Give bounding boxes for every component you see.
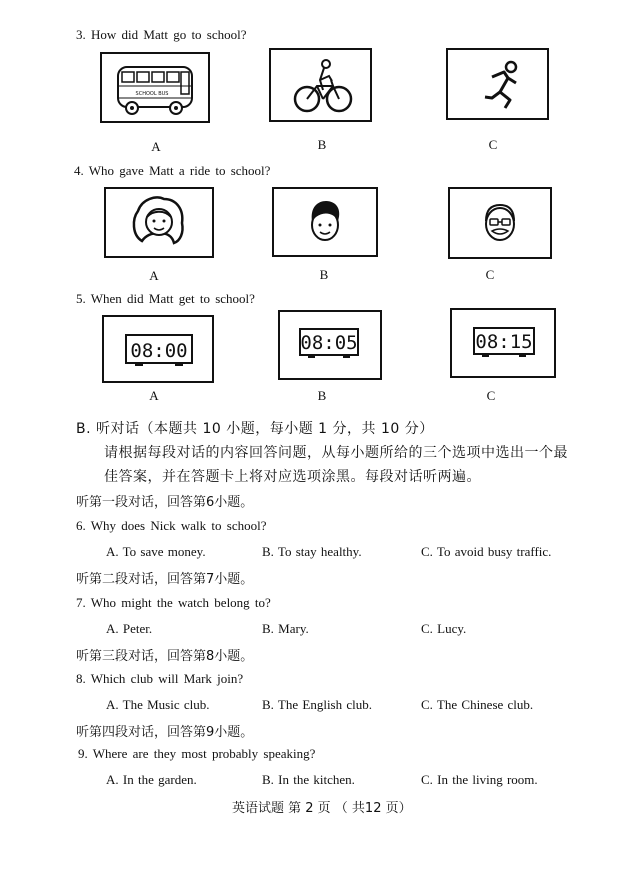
question-6-text: 6. Why does Nick walk to school?: [76, 518, 267, 533]
option-a[interactable]: A. To save money.: [106, 544, 206, 559]
question-9-text: 9. Where are they most probably speaking?: [78, 746, 316, 761]
question-7-text: 7. Who might the watch belong to?: [76, 595, 271, 610]
option-b[interactable]: B. Mary.: [262, 621, 309, 636]
option-label: B: [317, 137, 327, 152]
section-b-instruction: 佳答案，并在答题卡上将对应选项涂黑。每段对话听两遍。: [104, 469, 481, 485]
option-label: B: [319, 267, 329, 282]
option-label: C: [486, 388, 496, 403]
option-label: C: [485, 267, 495, 282]
option-c[interactable]: C. To avoid busy traffic.: [421, 544, 552, 559]
school-bus-icon: [102, 54, 208, 121]
option-c[interactable]: C. In the living room.: [421, 772, 538, 787]
option-c[interactable]: C. The Chinese club.: [421, 697, 534, 712]
svg-text:08:05: 08:05: [300, 332, 358, 354]
picture-option-a: [100, 52, 210, 123]
bicycle-rider-icon: [271, 50, 370, 120]
question-8-text: 8. Which club will Mark join?: [76, 671, 244, 686]
dialog-intro: 听第四段对话，回答第9小题。: [76, 725, 254, 740]
option-a[interactable]: A. Peter.: [106, 621, 153, 636]
bus-text: SCHOOL BUS: [135, 91, 169, 97]
svg-text:08:15: 08:15: [475, 331, 533, 353]
picture-option-b: [269, 48, 372, 122]
option-a[interactable]: A. In the garden.: [106, 772, 197, 787]
option-a[interactable]: A. The Music club.: [106, 697, 210, 712]
digital-clock-icon: [104, 317, 212, 381]
running-person-icon: [448, 50, 547, 118]
man-face-icon: [274, 189, 376, 255]
picture-option-b: [272, 187, 378, 257]
page-footer: 英语试题 第 2 页 （ 共12 页）: [232, 801, 412, 816]
option-label: C: [488, 137, 498, 152]
option-b[interactable]: B. In the kitchen.: [262, 772, 355, 787]
option-label: A: [151, 139, 161, 154]
option-label: A: [149, 268, 159, 283]
picture-option-b: [278, 310, 382, 380]
option-c[interactable]: C. Lucy.: [421, 621, 467, 636]
question-4-text: 4. Who gave Matt a ride to school?: [74, 163, 271, 178]
picture-option-a: [102, 315, 214, 383]
option-label: B: [317, 388, 327, 403]
dialog-intro: 听第二段对话，回答第7小题。: [76, 572, 254, 587]
woman-face-icon: [106, 189, 212, 256]
picture-option-c: [448, 187, 552, 259]
dialog-intro: 听第一段对话，回答第6小题。: [76, 495, 254, 510]
option-b[interactable]: B. The English club.: [262, 697, 373, 712]
question-3-text: 3. How did Matt go to school?: [76, 27, 247, 42]
dialog-intro: 听第三段对话，回答第8小题。: [76, 649, 254, 664]
svg-text:08:00: 08:00: [130, 340, 188, 362]
grandpa-face-icon: [450, 189, 550, 257]
picture-option-a: [104, 187, 214, 258]
picture-option-c: [450, 308, 556, 378]
digital-clock-icon: [280, 312, 380, 378]
section-b-instruction: 请根据每段对话的内容回答问题，从每小题所给的三个选项中选出一个最: [104, 445, 568, 461]
digital-clock-icon: [452, 310, 554, 376]
option-b[interactable]: B. To stay healthy.: [262, 544, 362, 559]
option-label: A: [149, 388, 159, 403]
picture-option-c: [446, 48, 549, 120]
section-b-heading: B. 听对话（本题共 10 小题，每小题 1 分，共 10 分）: [76, 421, 434, 437]
question-5-text: 5. When did Matt get to school?: [76, 291, 255, 306]
